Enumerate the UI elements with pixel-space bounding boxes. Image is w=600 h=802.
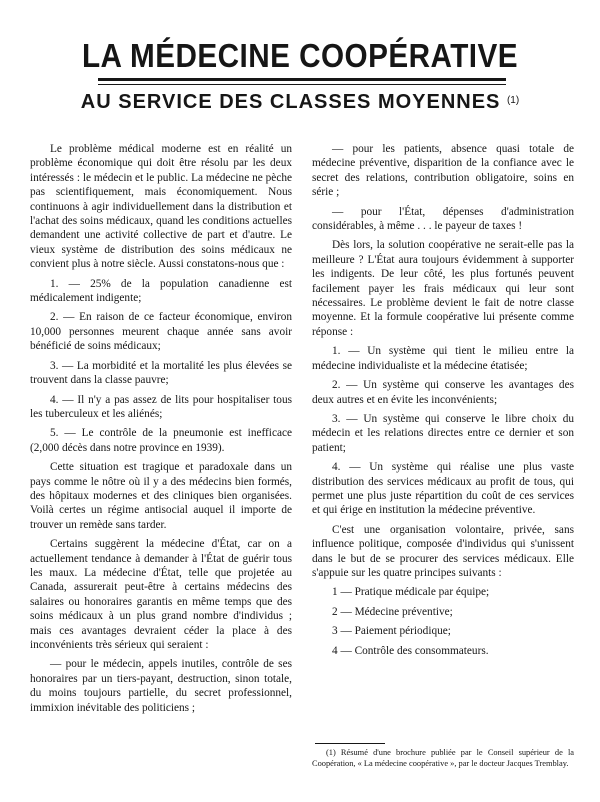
subtitle-text: AU SERVICE DES CLASSES MOYENNES (80, 91, 501, 113)
right-column (312, 142, 574, 663)
principle-item: 1 — Pratique médicale par équipe; (332, 586, 490, 599)
paragraph: C'est une organisation volontaire, privée, sans influence politique, composée d'individus qui s'unissent dans le but de se procurer des services médicaux. Elle s'appuie sur les quatre principes suivants : (312, 523, 574, 579)
paragraph: — pour les patients, absence quasi totale de médecine préventive, disparition de la confiance avec le secret des relations, contribution obligatoire, soins en série ; (312, 143, 574, 199)
list-item: 5. — Le contrôle de la pneumonie est inefficace (2,000 décès dans notre province en 1939). (30, 427, 292, 454)
list-item: 2. — En raison de ce facteur économique, environ 10,000 personnes meurent chaque année sans avoir bénéficié de soins médicaux; (30, 311, 292, 353)
list-item: 3. — La morbidité et la mortalité les plus élevées se trouvent dans la classe pauvre; (30, 359, 292, 387)
list-item: 4. — Un système qui réalise une plus vaste distribution des services médicaux au profit de tous, qui permet une plus juste répartition du coût de ces services et qui érige en institution la médecine préventive. (312, 461, 574, 517)
list-item: 2. — Un système qui conserve les avantages des deux autres et en évite les inconvénients; (312, 379, 574, 406)
paragraph: Certains suggèrent la médecine d'État, car on a actuellement tendance à demander à l'État de guérir tous les maux. La médecine d'État, telle que projetée au Canada, assurerait peut-être à certains médecins des salaires ou honoraires garantis en même temps que des soins médicaux à un plus grand nombre d'individus ; mais ces avantages devraient céder la place à des inconvénients très sérieux qui seraient : (30, 538, 292, 651)
list-item: 1. — 25% de la population canadienne est médicalement indigente; (30, 277, 292, 305)
article-subtitle (0, 88, 600, 116)
footnote-rule (315, 743, 385, 744)
paragraph: Le problème médical moderne est en réalité un problème économique qui doit être résolu par les deux intéressés : le médecin et le public. La médecine ne pèche pas scientifiquement, mais économiquement. Nous continuons à agir individuellement dans la distribution et l'achat des soins médicaux, quand les conditions actuelles demandent une activité collective de part et d'autre. Le vieux système de distribution des soins médicaux ne convient plus à notre siècle. Aussi constatons-nous que : (30, 143, 292, 271)
article-title: LA MÉDECINE COOPÉRATIVE (81, 37, 519, 74)
paragraph: Dès lors, la solution coopérative ne serait-elle pas la meilleure ? L'État aura toujours évidemment à supporter les indigents. De leur côté, les plus fortunés peuvent facilement payer les frais médicaux qui leur sont nécessaires. Le problème devient le fait de notre classe moyenne. Et la formule coopérative lui présente comme réponse : (312, 239, 574, 338)
paragraph: Cette situation est tragique et paradoxale dans un pays comme le nôtre où il y a des médecins bien formés, des hôpitaux modernes et des cliniques bien organisées. Voilà certes un régime antisocial auquel il importe de trouver un remède sans tarder. (30, 461, 292, 531)
principle-item: 4 — Contrôle des consommateurs. (332, 644, 489, 657)
paragraph: — pour l'État, dépenses d'administration considérables, à même . . . le payeur de taxes ! (312, 205, 574, 233)
title-rule-thick (98, 78, 506, 81)
footnote: (1) Résumé d'une brochure publiée par le Conseil supérieur de la Coopération, « La médecine coopérative », par le docteur Jacques Tremblay. (312, 748, 574, 768)
list-item: 1. — Un système qui tient le milieu entre la médecine individualiste et la médecine étatisée; (312, 345, 574, 372)
list-item: 3. — Un système qui conserve le libre choix du médecin et les relations directes entre ce dernier et son patient; (312, 412, 574, 454)
footnote-marker: (1) (506, 95, 520, 106)
principle-item: 3 — Paiement périodique; (332, 625, 451, 638)
principle-item: 2 — Médecine préventive; (332, 605, 453, 618)
paragraph: — pour le médecin, appels inutiles, contrôle de ses honoraires par un tiers-payant, destruction, sinon totale, du moins toujours partielle, du secret professionnel, immixion inévitable des politiciens ; (30, 658, 292, 714)
list-item: 4. — Il n'y a pas assez de lits pour hospitaliser tous les tuberculeux et les aliénés; (30, 393, 292, 420)
title-rule-thin (98, 84, 506, 85)
left-column (30, 142, 292, 720)
